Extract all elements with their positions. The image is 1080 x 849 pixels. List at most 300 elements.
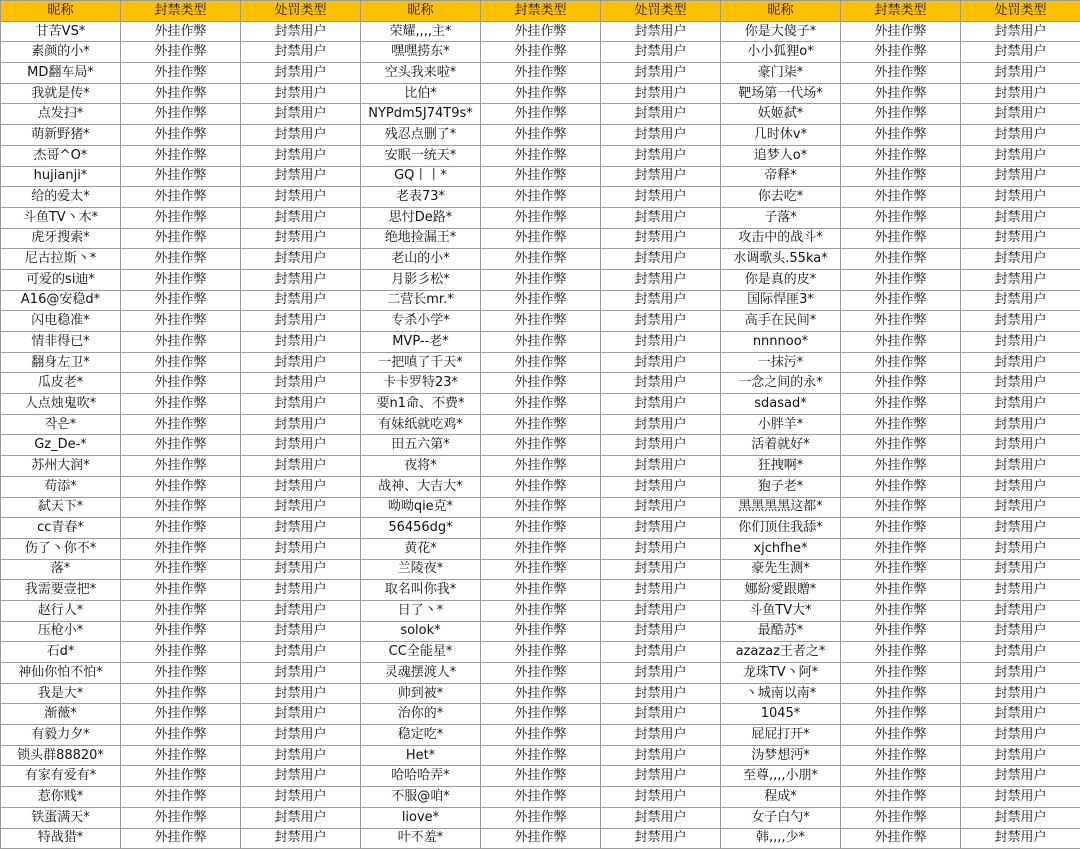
nickname-cell: 程成* [721,787,841,808]
punishment-cell: 封禁用户 [601,663,721,684]
punishment-cell: 封禁用户 [601,476,721,497]
punishment-cell: 封禁用户 [601,166,721,187]
ban-type-cell: 外挂作弊 [121,435,241,456]
punishment-cell: 封禁用户 [961,725,1080,746]
punishment-cell: 封禁用户 [241,787,361,808]
nickname-cell: 尼古拉斯丶* [1,249,121,270]
punishment-cell: 封禁用户 [241,63,361,84]
nickname-cell: 我需要壹把* [1,580,121,601]
nickname-cell: 丶城南以南* [721,683,841,704]
table-row [1,766,1080,787]
nickname-cell: 子落* [721,207,841,228]
punishment-cell: 封禁用户 [241,290,361,311]
nickname-cell: sdasad* [721,394,841,415]
ban-type-cell: 外挂作弊 [841,745,961,766]
ban-type-cell: 外挂作弊 [841,518,961,539]
nickname-cell: 龙珠TV丶阿* [721,663,841,684]
table-row [1,807,1080,828]
punishment-cell: 封禁用户 [601,828,721,849]
ban-type-cell: 外挂作弊 [841,21,961,42]
table-row [1,414,1080,435]
nickname-cell: 有家有爱有* [1,766,121,787]
table-row [1,600,1080,621]
ban-type-cell: 外挂作弊 [481,414,601,435]
ban-type-cell: 外挂作弊 [121,145,241,166]
nickname-cell: 甘苦VS* [1,21,121,42]
punishment-cell: 封禁用户 [961,249,1080,270]
ban-type-cell: 外挂作弊 [841,787,961,808]
punishment-cell: 封禁用户 [241,621,361,642]
ban-type-cell: 外挂作弊 [481,580,601,601]
ban-type-cell: 外挂作弊 [481,828,601,849]
nickname-cell: 国际悍匪3* [721,290,841,311]
nickname-cell: 韩,,,,少* [721,828,841,849]
ban-type-cell: 外挂作弊 [481,663,601,684]
ban-type-cell: 外挂作弊 [841,704,961,725]
table-row [1,125,1080,146]
ban-type-cell: 外挂作弊 [841,828,961,849]
nickname-cell: NYPdm5J74T9s* [361,104,481,125]
punishment-cell: 封禁用户 [961,663,1080,684]
ban-type-cell: 外挂作弊 [481,394,601,415]
ban-type-cell: 外挂作弊 [121,745,241,766]
table-row [1,456,1080,477]
ban-type-cell: 外挂作弊 [481,435,601,456]
nickname-cell: 瓜皮老* [1,373,121,394]
punishment-cell: 封禁用户 [241,311,361,332]
punishment-cell: 封禁用户 [601,807,721,828]
nickname-cell: 弑天下* [1,497,121,518]
column-header: 封禁类型 [841,1,961,22]
table-row [1,683,1080,704]
punishment-cell: 封禁用户 [601,642,721,663]
ban-type-cell: 外挂作弊 [121,21,241,42]
punishment-cell: 封禁用户 [961,373,1080,394]
punishment-cell: 封禁用户 [961,269,1080,290]
punishment-cell: 封禁用户 [601,332,721,353]
table-row [1,352,1080,373]
punishment-cell: 封禁用户 [241,145,361,166]
nickname-cell: 你是真的皮* [721,269,841,290]
punishment-cell: 封禁用户 [241,766,361,787]
nickname-cell: 娜紛愛跟贈* [721,580,841,601]
nickname-cell: 1045* [721,704,841,725]
nickname-cell: Gz_De-* [1,435,121,456]
nickname-cell: 赵行人* [1,600,121,621]
ban-type-cell: 外挂作弊 [481,63,601,84]
nickname-cell: liove* [361,807,481,828]
punishment-cell: 封禁用户 [601,538,721,559]
punishment-cell: 封禁用户 [241,21,361,42]
nickname-cell: solok* [361,621,481,642]
nickname-cell: 追梦人o* [721,145,841,166]
punishment-cell: 封禁用户 [601,125,721,146]
nickname-cell: 狂拽啊* [721,456,841,477]
nickname-cell: 取名叫你我* [361,580,481,601]
nickname-cell: A16@安稳d* [1,290,121,311]
punishment-cell: 封禁用户 [241,580,361,601]
punishment-cell: 封禁用户 [961,787,1080,808]
column-header: 封禁类型 [481,1,601,22]
ban-type-cell: 外挂作弊 [841,663,961,684]
ban-type-cell: 外挂作弊 [121,621,241,642]
punishment-cell: 封禁用户 [601,104,721,125]
nickname-cell: 情非得已* [1,332,121,353]
ban-type-cell: 外挂作弊 [481,269,601,290]
nickname-cell: 靶场第一代场* [721,83,841,104]
nickname-cell: 二营长mr.* [361,290,481,311]
ban-type-cell: 外挂作弊 [481,456,601,477]
punishment-cell: 封禁用户 [961,621,1080,642]
ban-type-cell: 外挂作弊 [841,414,961,435]
punishment-cell: 封禁用户 [601,145,721,166]
nickname-cell: 兰陵夜* [361,559,481,580]
table-row [1,725,1080,746]
nickname-cell: 苟添* [1,476,121,497]
punishment-cell: 封禁用户 [961,166,1080,187]
ban-type-cell: 外挂作弊 [121,83,241,104]
nickname-cell: 56456dg* [361,518,481,539]
punishment-cell: 封禁用户 [241,642,361,663]
table-row [1,187,1080,208]
punishment-cell: 封禁用户 [601,21,721,42]
ban-type-cell: 外挂作弊 [121,207,241,228]
ban-type-cell: 外挂作弊 [481,621,601,642]
punishment-cell: 封禁用户 [241,704,361,725]
ban-type-cell: 外挂作弊 [121,104,241,125]
punishment-cell: 封禁用户 [961,42,1080,63]
ban-type-cell: 外挂作弊 [841,538,961,559]
ban-type-cell: 外挂作弊 [481,766,601,787]
nickname-cell: 妖姬弑* [721,104,841,125]
ban-type-cell: 外挂作弊 [481,538,601,559]
table-row [1,311,1080,332]
nickname-cell: 日了丶* [361,600,481,621]
nickname-cell: 老山的小* [361,249,481,270]
nickname-cell: 特战猎* [1,828,121,849]
ban-type-cell: 外挂作弊 [841,373,961,394]
column-header: 昵称 [361,1,481,22]
punishment-cell: 封禁用户 [241,249,361,270]
punishment-cell: 封禁用户 [961,828,1080,849]
nickname-cell: 几时休v* [721,125,841,146]
punishment-cell: 封禁用户 [961,83,1080,104]
punishment-cell: 封禁用户 [241,663,361,684]
ban-type-cell: 外挂作弊 [121,538,241,559]
table-row [1,332,1080,353]
table-row [1,828,1080,849]
ban-type-cell: 外挂作弊 [841,600,961,621]
table-row [1,269,1080,290]
ban-type-cell: 外挂作弊 [841,352,961,373]
punishment-cell: 封禁用户 [961,207,1080,228]
nickname-cell: 给的爱太* [1,187,121,208]
table-row [1,476,1080,497]
punishment-cell: 封禁用户 [961,311,1080,332]
ban-type-cell: 外挂作弊 [481,228,601,249]
table-row [1,207,1080,228]
punishment-cell: 封禁用户 [961,352,1080,373]
nickname-cell: 绝地捡漏王* [361,228,481,249]
nickname-cell: 残忍点删了* [361,125,481,146]
nickname-cell: 你是大傻子* [721,21,841,42]
ban-type-cell: 外挂作弊 [481,21,601,42]
nickname-cell: 豪先生测* [721,559,841,580]
table-row [1,538,1080,559]
ban-type-cell: 外挂作弊 [481,42,601,63]
punishment-cell: 封禁用户 [601,352,721,373]
table-row [1,663,1080,684]
punishment-cell: 封禁用户 [241,352,361,373]
punishment-cell: 封禁用户 [241,42,361,63]
punishment-cell: 封禁用户 [961,745,1080,766]
table-row [1,42,1080,63]
ban-type-cell: 外挂作弊 [121,373,241,394]
punishment-cell: 封禁用户 [601,63,721,84]
nickname-cell: MD翻车局* [1,63,121,84]
nickname-cell: 活着就好* [721,435,841,456]
punishment-cell: 封禁用户 [241,104,361,125]
nickname-cell: 一抹污* [721,352,841,373]
ban-type-cell: 外挂作弊 [481,145,601,166]
ban-type-cell: 外挂作弊 [481,642,601,663]
ban-type-cell: 外挂作弊 [481,290,601,311]
table-row [1,249,1080,270]
punishment-cell: 封禁用户 [961,704,1080,725]
ban-type-cell: 外挂作弊 [121,559,241,580]
punishment-cell: 封禁用户 [601,725,721,746]
ban-type-cell: 外挂作弊 [841,642,961,663]
punishment-cell: 封禁用户 [241,207,361,228]
punishment-cell: 封禁用户 [601,373,721,394]
ban-type-cell: 外挂作弊 [841,269,961,290]
table-row [1,63,1080,84]
ban-type-cell: 外挂作弊 [121,125,241,146]
nickname-cell: 田五六第* [361,435,481,456]
punishment-cell: 封禁用户 [961,766,1080,787]
punishment-cell: 封禁用户 [961,125,1080,146]
nickname-cell: 安眠一统天* [361,145,481,166]
nickname-cell: GQ丨丨* [361,166,481,187]
punishment-cell: 封禁用户 [601,207,721,228]
ban-type-cell: 外挂作弊 [841,621,961,642]
table-row [1,642,1080,663]
nickname-cell: 月影彡松* [361,269,481,290]
ban-type-cell: 外挂作弊 [841,435,961,456]
punishment-cell: 封禁用户 [601,621,721,642]
nickname-cell: 萌新野猪* [1,125,121,146]
punishment-cell: 封禁用户 [961,518,1080,539]
punishment-cell: 封禁用户 [601,394,721,415]
ban-type-cell: 外挂作弊 [121,642,241,663]
nickname-cell: 작은* [1,414,121,435]
ban-type-cell: 外挂作弊 [841,83,961,104]
ban-type-cell: 外挂作弊 [121,63,241,84]
ban-type-cell: 外挂作弊 [841,63,961,84]
nickname-cell: 屁屁打开* [721,725,841,746]
nickname-cell: 虎牙搜索* [1,228,121,249]
nickname-cell: MVP--老* [361,332,481,353]
table-row [1,518,1080,539]
punishment-cell: 封禁用户 [961,290,1080,311]
table-row [1,104,1080,125]
nickname-cell: 我就是传* [1,83,121,104]
nickname-cell: 有毅力夕* [1,725,121,746]
nickname-cell: 点发扫* [1,104,121,125]
column-header: 处罚类型 [601,1,721,22]
ban-type-cell: 外挂作弊 [121,663,241,684]
nickname-cell: 思忖De路* [361,207,481,228]
table-row [1,559,1080,580]
punishment-cell: 封禁用户 [961,21,1080,42]
nickname-cell: 我是大* [1,683,121,704]
table-row [1,83,1080,104]
ban-type-cell: 外挂作弊 [481,207,601,228]
nickname-cell: 攻击中的战斗* [721,228,841,249]
ban-type-cell: 外挂作弊 [841,807,961,828]
punishment-cell: 封禁用户 [241,166,361,187]
punishment-cell: 封禁用户 [601,42,721,63]
punishment-cell: 封禁用户 [601,269,721,290]
column-header: 处罚类型 [961,1,1080,22]
ban-type-cell: 外挂作弊 [121,352,241,373]
punishment-cell: 封禁用户 [601,435,721,456]
punishment-cell: 封禁用户 [241,269,361,290]
nickname-cell: 豪门柒* [721,63,841,84]
ban-type-cell: 外挂作弊 [121,787,241,808]
nickname-cell: 惹你贱* [1,787,121,808]
ban-type-cell: 外挂作弊 [121,807,241,828]
nickname-cell: 一把嗔了千天* [361,352,481,373]
punishment-cell: 封禁用户 [241,828,361,849]
ban-type-cell: 外挂作弊 [481,600,601,621]
ban-type-cell: 外挂作弊 [841,125,961,146]
nickname-cell: 比伯* [361,83,481,104]
nickname-cell: 不服@咱* [361,787,481,808]
nickname-cell: 铁蛋满天* [1,807,121,828]
ban-type-cell: 外挂作弊 [841,580,961,601]
punishment-cell: 封禁用户 [241,497,361,518]
ban-type-cell: 外挂作弊 [841,249,961,270]
nickname-cell: 小小狐狸o* [721,42,841,63]
ban-type-cell: 外挂作弊 [841,311,961,332]
ban-type-cell: 外挂作弊 [121,600,241,621]
punishment-cell: 封禁用户 [961,807,1080,828]
ban-type-cell: 外挂作弊 [481,352,601,373]
table-row [1,787,1080,808]
column-header: 封禁类型 [121,1,241,22]
ban-type-cell: 外挂作弊 [841,497,961,518]
nickname-cell: 治你的* [361,704,481,725]
punishment-cell: 封禁用户 [961,642,1080,663]
ban-type-cell: 外挂作弊 [481,559,601,580]
table-row [1,745,1080,766]
table-row [1,228,1080,249]
punishment-cell: 封禁用户 [961,538,1080,559]
nickname-cell: 一念之间的永* [721,373,841,394]
nickname-cell: 嘿嘿捞东* [361,42,481,63]
punishment-cell: 封禁用户 [961,145,1080,166]
ban-type-cell: 外挂作弊 [481,725,601,746]
ban-type-cell: 外挂作弊 [481,249,601,270]
punishment-cell: 封禁用户 [241,538,361,559]
nickname-cell: 黄花* [361,538,481,559]
punishment-cell: 封禁用户 [961,414,1080,435]
punishment-cell: 封禁用户 [601,745,721,766]
punishment-cell: 封禁用户 [241,373,361,394]
punishment-cell: 封禁用户 [241,435,361,456]
punishment-cell: 封禁用户 [601,787,721,808]
punishment-cell: 封禁用户 [961,476,1080,497]
nickname-cell: 灵魂摆渡人* [361,663,481,684]
ban-type-cell: 外挂作弊 [121,187,241,208]
ban-type-cell: 外挂作弊 [121,476,241,497]
table-row [1,435,1080,456]
ban-type-cell: 外挂作弊 [481,83,601,104]
punishment-cell: 封禁用户 [961,456,1080,477]
punishment-cell: 封禁用户 [601,704,721,725]
punishment-cell: 封禁用户 [601,83,721,104]
punishment-cell: 封禁用户 [961,683,1080,704]
punishment-cell: 封禁用户 [241,807,361,828]
ban-type-cell: 外挂作弊 [481,332,601,353]
nickname-cell: 压枪小* [1,621,121,642]
punishment-cell: 封禁用户 [961,228,1080,249]
ban-type-cell: 外挂作弊 [841,166,961,187]
ban-type-cell: 外挂作弊 [121,414,241,435]
punishment-cell: 封禁用户 [241,394,361,415]
nickname-cell: 呦呦qie克* [361,497,481,518]
punishment-cell: 封禁用户 [601,518,721,539]
nickname-cell: 空头我来啦* [361,63,481,84]
punishment-cell: 封禁用户 [241,125,361,146]
table-row [1,394,1080,415]
punishment-cell: 封禁用户 [961,580,1080,601]
ban-type-cell: 外挂作弊 [481,683,601,704]
punishment-cell: 封禁用户 [241,683,361,704]
ban-type-cell: 外挂作弊 [121,518,241,539]
nickname-cell: 有妹纸就吃鸡* [361,414,481,435]
ban-type-cell: 外挂作弊 [481,704,601,725]
nickname-cell: 你去吃* [721,187,841,208]
nickname-cell: 锁头群88820* [1,745,121,766]
ban-type-cell: 外挂作弊 [841,145,961,166]
ban-type-cell: 外挂作弊 [841,683,961,704]
nickname-cell: 狍子老* [721,476,841,497]
ban-type-cell: 外挂作弊 [841,476,961,497]
nickname-cell: hujianji* [1,166,121,187]
nickname-cell: 翻身左卫* [1,352,121,373]
table-row [1,497,1080,518]
punishment-cell: 封禁用户 [961,435,1080,456]
nickname-cell: 叶不羞* [361,828,481,849]
punishment-cell: 封禁用户 [241,725,361,746]
ban-type-cell: 外挂作弊 [481,311,601,332]
ban-type-cell: 外挂作弊 [121,683,241,704]
punishment-cell: 封禁用户 [241,600,361,621]
punishment-cell: 封禁用户 [601,249,721,270]
ban-type-cell: 外挂作弊 [841,394,961,415]
punishment-cell: 封禁用户 [601,559,721,580]
nickname-cell: 落* [1,559,121,580]
punishment-cell: 封禁用户 [241,332,361,353]
column-header: 昵称 [1,1,121,22]
punishment-cell: 封禁用户 [241,414,361,435]
punishment-cell: 封禁用户 [241,559,361,580]
ban-type-cell: 外挂作弊 [841,456,961,477]
table-row [1,580,1080,601]
punishment-cell: 封禁用户 [241,476,361,497]
